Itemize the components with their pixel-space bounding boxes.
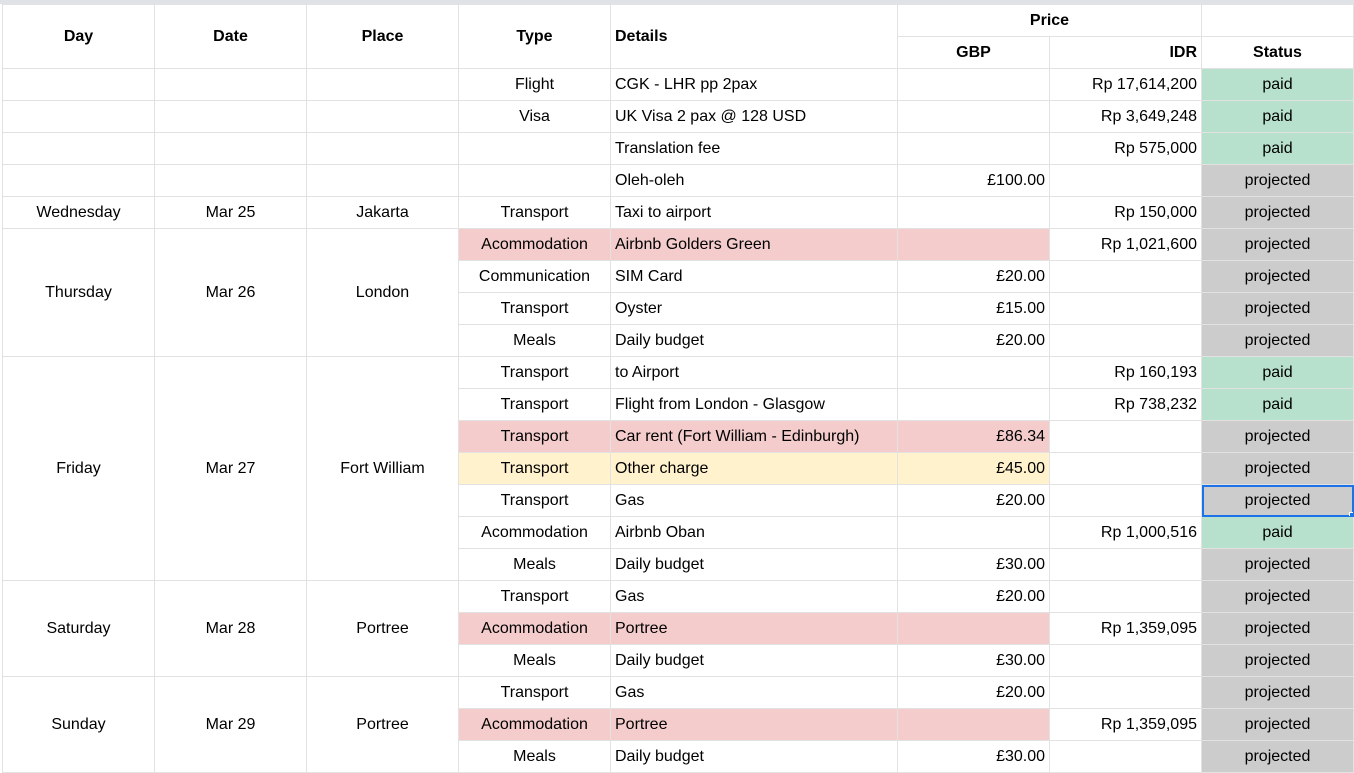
table-row	[3, 229, 1354, 261]
status-cell[interactable]: paid	[1202, 69, 1354, 101]
type-cell[interactable]: Acommodation	[459, 709, 611, 741]
gbp-cell[interactable]: £20.00	[898, 485, 1050, 517]
idr-cell[interactable]: Rp 1,021,600	[1050, 229, 1202, 261]
type-cell[interactable]: Acommodation	[459, 517, 611, 549]
date-cell[interactable]	[155, 101, 307, 133]
day-cell[interactable]	[3, 165, 155, 197]
idr-cell[interactable]	[1050, 453, 1202, 485]
place-cell[interactable]	[307, 165, 459, 197]
date-cell[interactable]	[155, 69, 307, 101]
details-cell[interactable]: Airbnb Oban	[611, 517, 898, 549]
place-cell[interactable]	[307, 101, 459, 133]
idr-cell[interactable]	[1050, 741, 1202, 773]
status-cell[interactable]: paid	[1202, 389, 1354, 421]
status-cell[interactable]: projected	[1202, 549, 1354, 581]
idr-cell[interactable]	[1050, 581, 1202, 613]
header-idr[interactable]: IDR	[1050, 37, 1202, 69]
gbp-cell[interactable]	[898, 517, 1050, 549]
date-cell[interactable]	[155, 165, 307, 197]
gbp-cell[interactable]	[898, 709, 1050, 741]
type-cell[interactable]: Flight	[459, 69, 611, 101]
details-cell[interactable]: UK Visa 2 pax @ 128 USD	[611, 101, 898, 133]
header-gbp[interactable]: GBP	[898, 37, 1050, 69]
details-cell[interactable]: Oleh-oleh	[611, 165, 898, 197]
details-cell[interactable]: to Airport	[611, 357, 898, 389]
gbp-cell[interactable]: £100.00	[898, 165, 1050, 197]
gbp-cell[interactable]	[898, 133, 1050, 165]
details-cell[interactable]: Portree	[611, 709, 898, 741]
place-cell[interactable]: Fort William	[307, 357, 459, 581]
idr-cell[interactable]: Rp 1,359,095	[1050, 709, 1202, 741]
table-row	[3, 357, 1354, 389]
place-cell[interactable]: Portree	[307, 581, 459, 677]
selected-status-cell[interactable]	[1202, 485, 1354, 517]
details-cell[interactable]: Gas	[611, 581, 898, 613]
type-cell[interactable]: Transport	[459, 357, 611, 389]
header-place[interactable]: Place	[307, 5, 459, 69]
date-cell[interactable]: Mar 25	[155, 197, 307, 229]
gbp-cell[interactable]	[898, 389, 1050, 421]
header-status[interactable]: Status	[1202, 37, 1354, 69]
type-cell[interactable]: Meals	[459, 325, 611, 357]
day-cell[interactable]: Wednesday	[3, 197, 155, 229]
day-cell[interactable]	[3, 101, 155, 133]
date-cell[interactable]: Mar 29	[155, 677, 307, 773]
details-cell[interactable]: Daily budget	[611, 549, 898, 581]
details-cell[interactable]: Gas	[611, 485, 898, 517]
type-cell[interactable]: Transport	[459, 421, 611, 453]
status-cell[interactable]: paid	[1202, 517, 1354, 549]
type-cell[interactable]: Acommodation	[459, 613, 611, 645]
gbp-cell[interactable]: £20.00	[898, 677, 1050, 709]
details-cell[interactable]: Daily budget	[611, 325, 898, 357]
status-cell[interactable]: projected	[1202, 293, 1354, 325]
gbp-cell[interactable]: £15.00	[898, 293, 1050, 325]
idr-cell[interactable]: Rp 1,000,516	[1050, 517, 1202, 549]
idr-cell[interactable]	[1050, 677, 1202, 709]
details-cell[interactable]: Daily budget	[611, 741, 898, 773]
date-cell[interactable]: Mar 26	[155, 229, 307, 357]
gbp-cell[interactable]: £30.00	[898, 645, 1050, 677]
status-cell[interactable]: projected	[1202, 677, 1354, 709]
day-cell[interactable]: Sunday	[3, 677, 155, 773]
table-row	[3, 581, 1354, 613]
type-cell[interactable]: Acommodation	[459, 229, 611, 261]
type-cell[interactable]	[459, 133, 611, 165]
table-row	[3, 677, 1354, 709]
place-cell[interactable]	[307, 69, 459, 101]
type-cell[interactable]: Transport	[459, 389, 611, 421]
header-status-top[interactable]	[1202, 5, 1354, 37]
type-cell[interactable]: Meals	[459, 741, 611, 773]
place-cell[interactable]: London	[307, 229, 459, 357]
type-cell[interactable]: Transport	[459, 453, 611, 485]
idr-cell[interactable]	[1050, 421, 1202, 453]
details-cell[interactable]: Gas	[611, 677, 898, 709]
status-cell[interactable]: projected	[1202, 421, 1354, 453]
gbp-cell[interactable]: £45.00	[898, 453, 1050, 485]
details-cell[interactable]: Oyster	[611, 293, 898, 325]
status-cell[interactable]: projected	[1202, 325, 1354, 357]
idr-cell[interactable]: Rp 160,193	[1050, 357, 1202, 389]
table-row	[3, 165, 1354, 197]
header-date[interactable]: Date	[155, 5, 307, 69]
type-cell[interactable]: Transport	[459, 677, 611, 709]
table-row	[3, 69, 1354, 101]
idr-cell[interactable]	[1050, 645, 1202, 677]
details-cell[interactable]: Translation fee	[611, 133, 898, 165]
details-cell[interactable]: Portree	[611, 613, 898, 645]
gbp-cell[interactable]	[898, 101, 1050, 133]
idr-cell[interactable]: Rp 3,649,248	[1050, 101, 1202, 133]
date-cell[interactable]: Mar 27	[155, 357, 307, 581]
details-cell[interactable]: Daily budget	[611, 645, 898, 677]
details-cell[interactable]: SIM Card	[611, 261, 898, 293]
idr-cell[interactable]	[1050, 293, 1202, 325]
day-cell[interactable]: Thursday	[3, 229, 155, 357]
status-cell[interactable]: projected	[1202, 453, 1354, 485]
details-cell[interactable]: Flight from London - Glasgow	[611, 389, 898, 421]
header-price[interactable]: Price	[898, 5, 1202, 37]
status-cell[interactable]: paid	[1202, 101, 1354, 133]
day-cell[interactable]	[3, 133, 155, 165]
type-cell[interactable]: Meals	[459, 549, 611, 581]
budget-sheet	[2, 4, 1354, 773]
gbp-cell[interactable]	[898, 69, 1050, 101]
status-cell[interactable]: projected	[1202, 645, 1354, 677]
gbp-cell[interactable]: £20.00	[898, 261, 1050, 293]
day-cell[interactable]: Friday	[3, 357, 155, 581]
idr-cell[interactable]	[1050, 261, 1202, 293]
type-cell[interactable]: Transport	[459, 485, 611, 517]
status-cell[interactable]: projected	[1202, 741, 1354, 773]
idr-cell[interactable]: Rp 17,614,200	[1050, 69, 1202, 101]
details-cell[interactable]: Car rent (Fort William - Edinburgh)	[611, 421, 898, 453]
status-cell[interactable]: paid	[1202, 133, 1354, 165]
status-cell[interactable]: projected	[1202, 613, 1354, 645]
gbp-cell[interactable]	[898, 229, 1050, 261]
status-cell[interactable]: projected	[1202, 709, 1354, 741]
details-cell[interactable]: Other charge	[611, 453, 898, 485]
day-cell[interactable]: Saturday	[3, 581, 155, 677]
status-cell[interactable]: projected	[1202, 229, 1354, 261]
details-cell[interactable]: CGK - LHR pp 2pax	[611, 69, 898, 101]
details-cell[interactable]: Airbnb Golders Green	[611, 229, 898, 261]
status-cell[interactable]: projected	[1202, 165, 1354, 197]
idr-cell[interactable]	[1050, 325, 1202, 357]
gbp-cell[interactable]: £20.00	[898, 581, 1050, 613]
gbp-cell[interactable]: £30.00	[898, 741, 1050, 773]
type-cell[interactable]: Transport	[459, 197, 611, 229]
idr-cell[interactable]	[1050, 549, 1202, 581]
type-cell[interactable]: Transport	[459, 293, 611, 325]
idr-cell[interactable]	[1050, 165, 1202, 197]
gbp-cell[interactable]: £20.00	[898, 325, 1050, 357]
type-cell[interactable]: Visa	[459, 101, 611, 133]
gbp-cell[interactable]: £86.34	[898, 421, 1050, 453]
date-cell[interactable]: Mar 28	[155, 581, 307, 677]
place-cell[interactable]	[307, 133, 459, 165]
status-cell[interactable]: projected	[1202, 581, 1354, 613]
place-cell[interactable]: Portree	[307, 677, 459, 773]
table-row	[3, 197, 1354, 229]
details-cell[interactable]: Taxi to airport	[611, 197, 898, 229]
gbp-cell[interactable]: £30.00	[898, 549, 1050, 581]
status-cell[interactable]: paid	[1202, 357, 1354, 389]
header-type[interactable]: Type	[459, 5, 611, 69]
header-day[interactable]: Day	[3, 5, 155, 69]
place-cell[interactable]: Jakarta	[307, 197, 459, 229]
table-row	[3, 133, 1354, 165]
idr-cell[interactable]: Rp 575,000	[1050, 133, 1202, 165]
status-cell[interactable]: projected	[1202, 261, 1354, 293]
gbp-cell[interactable]	[898, 357, 1050, 389]
gbp-cell[interactable]	[898, 197, 1050, 229]
type-cell[interactable]: Communication	[459, 261, 611, 293]
idr-cell[interactable]: Rp 1,359,095	[1050, 613, 1202, 645]
type-cell[interactable]: Transport	[459, 581, 611, 613]
gbp-cell[interactable]	[898, 613, 1050, 645]
type-cell[interactable]	[459, 165, 611, 197]
type-cell[interactable]: Meals	[459, 645, 611, 677]
idr-cell[interactable]: Rp 738,232	[1050, 389, 1202, 421]
table-row	[3, 101, 1354, 133]
header-details[interactable]: Details	[611, 5, 898, 69]
date-cell[interactable]	[155, 133, 307, 165]
idr-cell[interactable]	[1050, 485, 1202, 517]
status-cell[interactable]: projected	[1202, 197, 1354, 229]
status-value: projected	[1244, 491, 1311, 509]
day-cell[interactable]	[3, 69, 155, 101]
fill-handle[interactable]	[1349, 512, 1354, 517]
idr-cell[interactable]: Rp 150,000	[1050, 197, 1202, 229]
